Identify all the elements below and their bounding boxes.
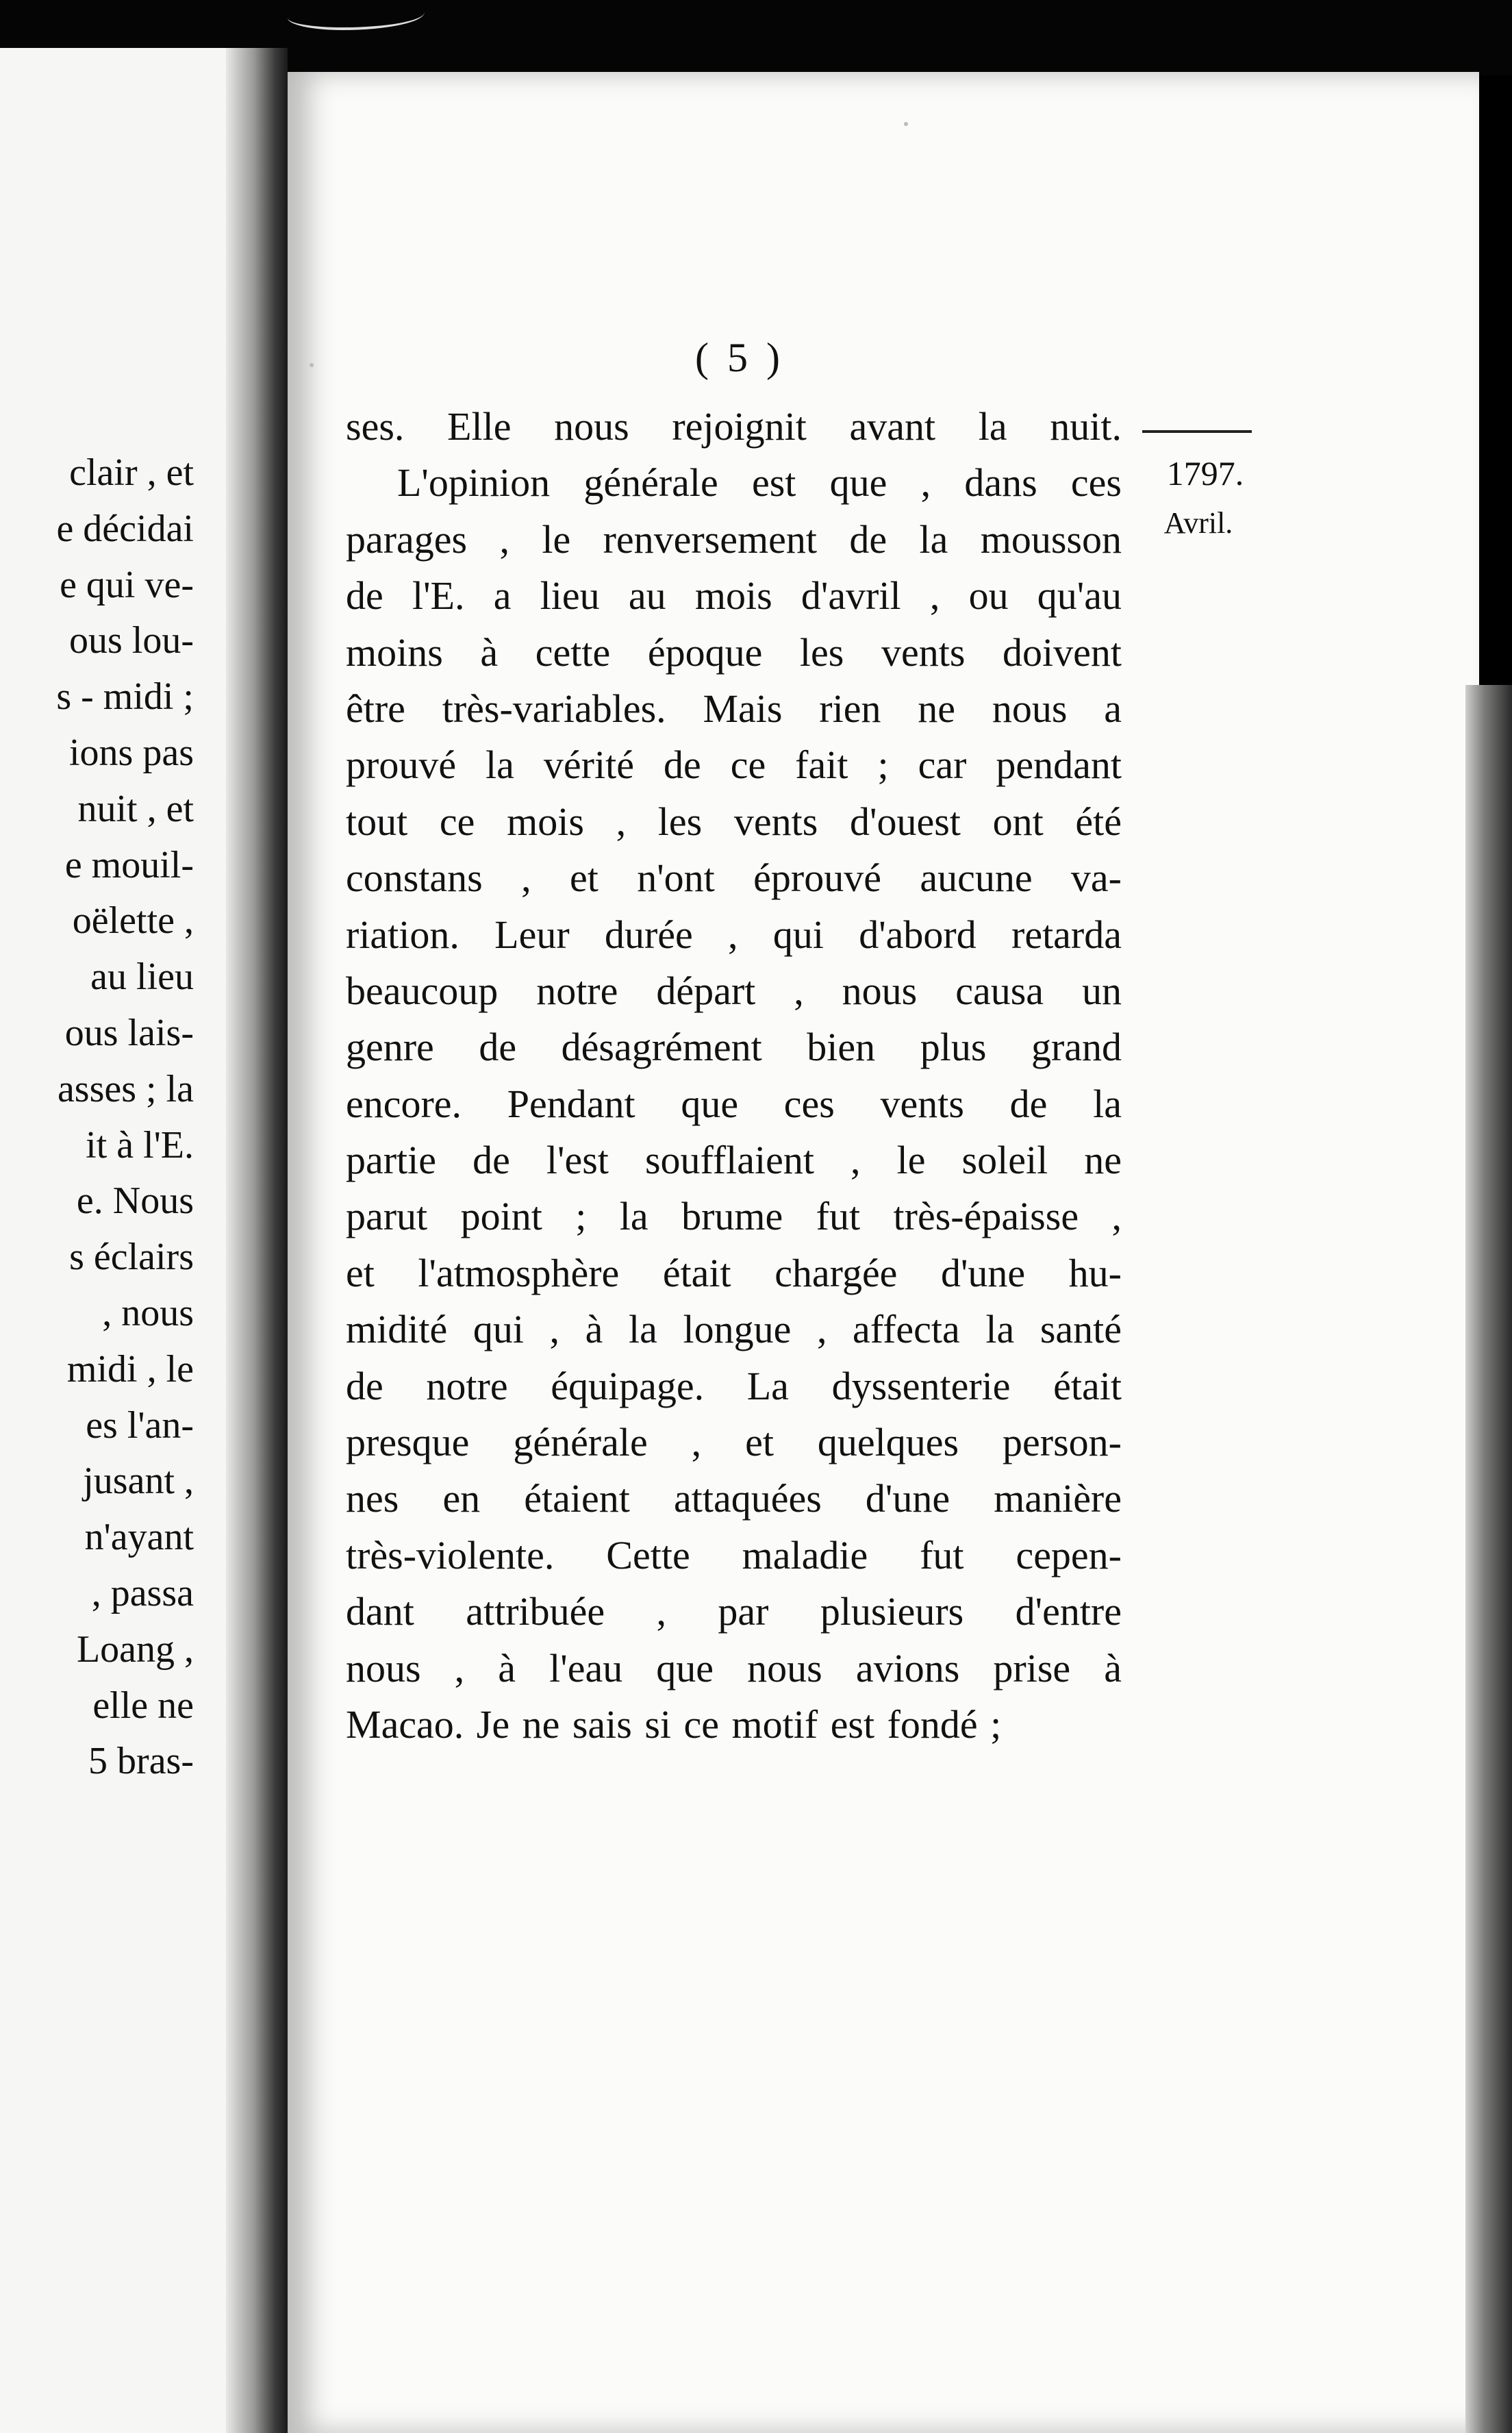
left-text-line: oëlette , [72,899,194,943]
left-text-line: , passa [91,1571,194,1614]
left-text-line: nuit , et [77,787,194,830]
margin-note-month: Avril. [1163,506,1233,540]
left-text-line: ous lais- [64,1011,194,1054]
margin-rule [1142,430,1252,433]
left-text-line: e mouil- [64,843,194,886]
text-line: de notre équipage. La dyssenterie était [346,1363,1122,1408]
left-page-text [56,445,194,1790]
left-text-line: , nous [102,1291,194,1334]
text-line: nes en étaient attaquées d'une manière [346,1476,1122,1521]
left-text-line: n'ayant [84,1516,194,1559]
text-line: constans , et n'ont éprouvé aucune va- [346,856,1122,901]
left-text-line: au lieu [90,956,194,999]
left-text-line: midi , le [66,1347,194,1390]
text-line: encore. Pendant que ces vents de la [346,1081,1122,1126]
text-line: être très-variables. Mais rien ne nous a [346,686,1122,731]
text-line: presque générale , et quelques person- [346,1420,1122,1465]
text-line: et l'atmosphère était chargée d'une hu- [346,1250,1122,1295]
left-text-line: ous lou- [69,619,194,662]
text-line: de l'E. a lieu au mois d'avril , ou qu'au [346,573,1122,619]
left-text-line: s - midi ; [56,675,194,719]
left-text-line: elle ne [92,1684,194,1727]
left-text-line: es l'an- [86,1403,194,1447]
text-line: moins à cette époque les vents doivent [346,629,1122,675]
text-line: très-violente. Cette maladie fut cepen- [346,1532,1122,1577]
text-line: partie de l'est soufflaient , le soleil ne [346,1138,1122,1183]
text-line: dant attribuée , par plusieurs d'entre [346,1589,1122,1634]
paper-speck [904,122,908,126]
left-text-line: ions pas [69,731,194,774]
text-line: tout ce mois , les vents d'ouest ont été [346,799,1122,844]
left-text-line: Loang , [76,1627,194,1671]
left-text-line: it à l'E. [86,1123,194,1166]
left-text-line: clair , et [69,451,194,494]
text-line: L'opinion générale est que , dans ces [397,460,1122,506]
page-edge-shadow [1465,685,1512,2433]
left-text-line: 5 bras- [88,1740,194,1783]
text-line: beaucoup notre départ , nous causa un [346,968,1122,1013]
text-line: Macao. Je ne sais si ce motif est fondé ; [346,1701,1002,1747]
left-text-line: asses ; la [57,1067,194,1110]
text-line: parut point ; la brume fut très-épaisse , [346,1194,1122,1239]
page-number: ( 5 ) [695,335,784,380]
text-line: midité qui , à la longue , affecta la santé [346,1307,1122,1352]
text-line: nous , à l'eau que nous avions prise à [346,1645,1122,1690]
margin-note-year: 1797. [1166,454,1244,492]
left-text-line: e décidai [56,507,194,550]
left-text-line: s éclairs [69,1236,194,1279]
text-line: riation. Leur durée , qui d'abord retarda [346,912,1122,957]
text-line: genre de désagrément bien plus grand [346,1025,1122,1070]
paper-speck [310,363,314,367]
left-text-line: e. Nous [76,1180,194,1223]
text-line: ses. Elle nous rejoignit avant la nuit. [346,404,1122,449]
left-text-line: jusant , [83,1460,194,1503]
text-line: parages , le renversement de la mousson [346,516,1122,562]
text-line: prouvé la vérité de ce fait ; car pendant [346,743,1122,788]
book-gutter [226,48,288,2433]
body-text [346,399,1122,1753]
left-text-line: e qui ve- [60,563,194,606]
